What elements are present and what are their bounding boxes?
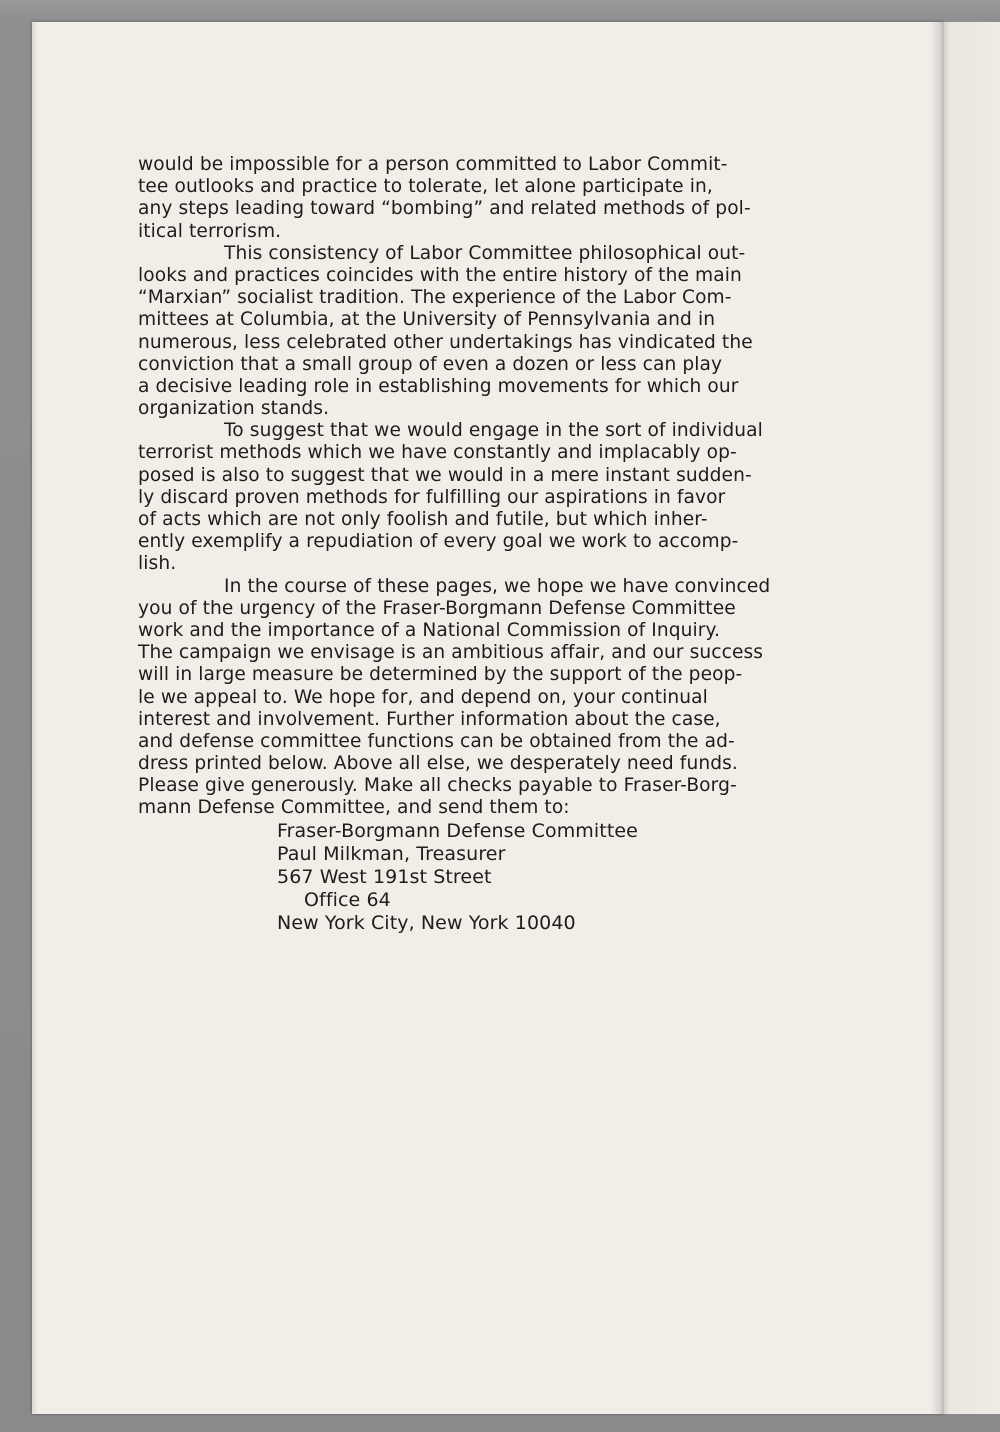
- text-line: To suggest that we would engage in the sort of individual: [224, 420, 763, 442]
- text-line: In the course of these pages, we hope we have convinced: [224, 575, 771, 597]
- text-line: ently exemplify a repudiation of every goal we work to accomp-: [138, 531, 739, 553]
- address-organization: Fraser-Borgmann Defense Committee: [277, 819, 638, 842]
- text-line: posed is also to suggest that we would in a mere instant sudden-: [138, 464, 752, 486]
- adjacent-page-edge: [944, 22, 1000, 1414]
- text-line: interest and involvement. Further information about the case,: [138, 708, 721, 730]
- text-line: conviction that a small group of even a dozen or less can play: [138, 353, 723, 375]
- paragraph-4: [138, 576, 828, 820]
- text-line: of acts which are not only foolish and futile, but which inher-: [138, 509, 708, 530]
- document-body: [138, 154, 828, 936]
- text-line: mann Defense Committee, and send them to:: [138, 797, 570, 819]
- text-line: will in large measure be determined by the support of the peop-: [138, 664, 743, 686]
- address-city: New York City, New York 10040: [277, 912, 576, 935]
- text-line: looks and practices coincides with the entire history of the main: [138, 264, 742, 286]
- text-line: dress printed below. Above all else, we desperately need funds.: [138, 753, 738, 775]
- paragraph-2: [138, 243, 828, 421]
- text-line: Please give generously. Make all checks payable to Fraser-Borg-: [138, 775, 737, 797]
- page-left-edge: [32, 22, 38, 1414]
- paragraph-3: [138, 420, 828, 575]
- text-line: work and the importance of a National Commission of Inquiry.: [138, 619, 721, 641]
- text-line: you of the urgency of the Fraser-Borgmann Defense Committee: [138, 597, 736, 619]
- text-line: le we appeal to. We hope for, and depend on, your continual: [138, 686, 708, 708]
- text-line: and defense committee functions can be obtained from the ad-: [138, 730, 735, 752]
- text-line: any steps leading toward “bombing” and related methods of pol-: [138, 198, 751, 220]
- text-line: tee outlooks and practice to tolerate, let alone participate in,: [138, 176, 713, 198]
- text-line: ly discard proven methods for fulfilling our aspirations in favor: [138, 486, 726, 508]
- text-line: mittees at Columbia, at the University of Pennsylvania and in: [138, 309, 716, 331]
- text-line: The campaign we envisage is an ambitious affair, and our success: [138, 642, 764, 664]
- text-line: organization stands.: [138, 398, 330, 420]
- text-line: This consistency of Labor Committee philosophical out-: [224, 242, 746, 264]
- address-street: 567 West 191st Street: [277, 866, 492, 888]
- text-line: lish.: [138, 553, 177, 575]
- page-fold-shadow: [930, 22, 944, 1414]
- text-line: “Marxian” socialist tradition. The experience of the Labor Com-: [138, 287, 732, 309]
- text-line: terrorist methods which we have constantly and implacably op-: [138, 442, 737, 464]
- paragraph-1: [138, 154, 828, 243]
- text-line: numerous, less celebrated other undertakings has vindicated the: [138, 331, 753, 353]
- text-line: itical terrorism.: [138, 220, 282, 242]
- text-line: a decisive leading role in establishing movements for which our: [138, 375, 739, 397]
- text-line: would be impossible for a person committed to Labor Commit-: [138, 154, 728, 175]
- mailing-address: [138, 820, 828, 936]
- address-office: Office 64: [304, 889, 391, 912]
- address-contact: Paul Milkman, Treasurer: [277, 842, 506, 865]
